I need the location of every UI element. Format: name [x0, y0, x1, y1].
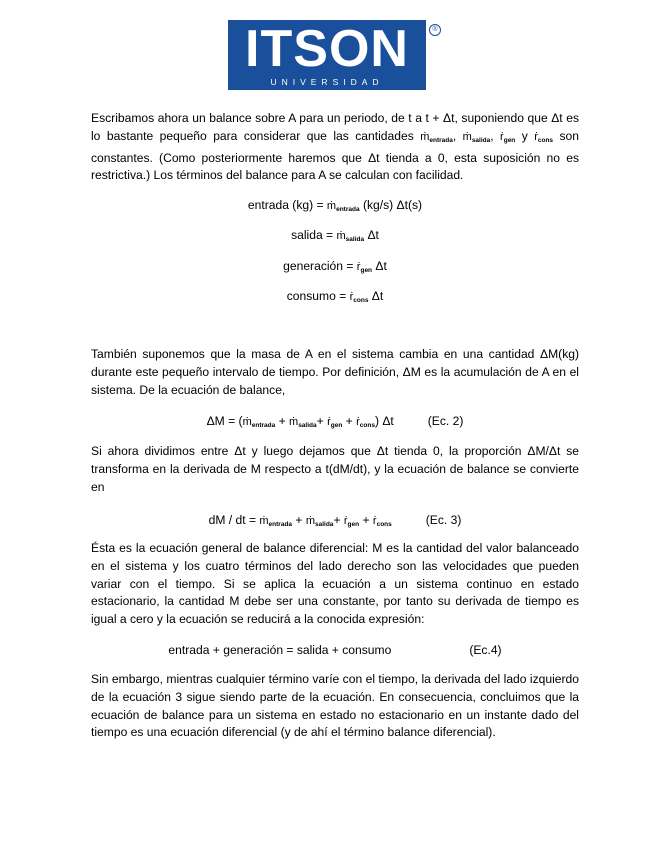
- equation-generacion: generación = ṙ$_{gen}$ Δt: [283, 259, 387, 274]
- registered-mark: ®: [429, 24, 441, 36]
- paragraph-1: Escribamos ahora un balance sobre A para un periodo, de t a t + Δt, suponiendo que Δt es lo bastante pequeño para considerar que las cantidades ṁ$_{entrada}$, ṁ$_{salida}$, ṙ$_{gen}$ y ṙ$_{cons}$ son constantes. (Como posteriormente haremos que Δt tienda a 0, esta suposición no es restrictiva.) Los términos del balance para A se calculan con facilidad.: [91, 111, 579, 183]
- equation-consumo: consumo = ṙ$_{cons}$ Δt: [286, 289, 384, 304]
- logo-subtext: UNIVERSIDAD: [270, 77, 384, 87]
- paragraph-2: También suponemos que la masa de A en el sistema cambia en una cantidad ΔM(kg) durante este pequeño intervalo de tiempo. Por definición, ΔM es la acumulación de A en el sistema. De la ecuación de balance,: [91, 347, 579, 397]
- paragraph-4: Ésta es la ecuación general de balance diferencial: M es la cantidad del valor balanceado en el sistema y los cuatro términos del lado derecho son las velocidades que pueden variar con el tiempo. Si se aplica la ecuación a un sistema continuo en estado estacionario, la cantidad M debe ser una constante, por tanto su derivada de tiempo es igual a cero y la ecuación se reducirá a la conocida expresión:: [91, 541, 579, 627]
- equation-salida: salida = ṁ$_{salida}$ Δt: [291, 228, 379, 243]
- logo-text: ITSON: [245, 20, 409, 78]
- itson-logo: [228, 20, 426, 90]
- paragraph-5: Sin embargo, mientras cualquier término varíe con el tiempo, la derivada del lado izquierdo de la ecuación 3 sigue siendo parte de la ecuación. En consecuencia, concluimos que la ecuación de balance para un sistema en estado no estacionario en un instante dado del tiempo es una ecuación diferencial (y de ahí el término balance diferencial).: [91, 672, 579, 740]
- equation-4: entrada + generación = salida + consumo (Ec.4): [168, 643, 502, 657]
- equation-3: dM / dt = ṁ$_{entrada}$ + ṁ$_{salida}$+ ṙ$_{gen}$ + ṙ$_{cons}$ (Ec. 3): [208, 513, 462, 528]
- equation-2: ΔM = (ṁ$_{entrada}$ + ṁ$_{salida}$+ ṙ$_{gen}$ + ṙ$_{cons}$) Δt (Ec. 2): [206, 414, 464, 429]
- equation-4-tag: (Ec.4): [469, 643, 502, 657]
- equation-2-tag: (Ec. 2): [427, 414, 464, 428]
- paragraph-3: Si ahora dividimos entre Δt y luego dejamos que Δt tienda 0, la proporción ΔM/Δt se transforma en la derivada de M respecto a t(dM/dt), y la ecuación de balance se convierte en: [91, 444, 579, 494]
- equation-entrada: entrada (kg) = ṁ$_{entrada}$ (kg/s) Δt(s): [247, 198, 423, 213]
- equation-3-tag: (Ec. 3): [425, 513, 462, 527]
